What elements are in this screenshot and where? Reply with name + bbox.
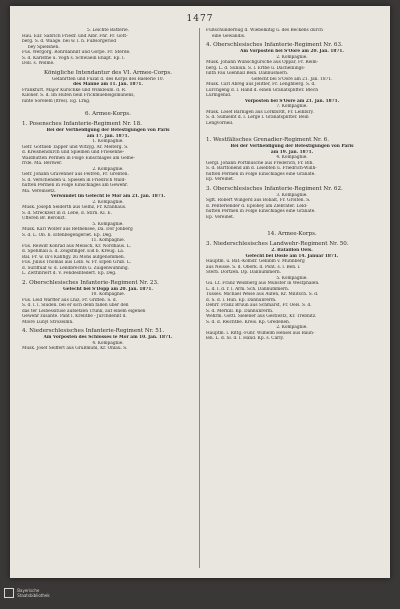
text-line: aus Neisse. S. d. Oberk. d. Pont. s. l. Beh. l. — [206, 264, 301, 270]
text-line: Ep. Vereinet. — [206, 177, 235, 182]
text-line: 5. Kompagnie. — [92, 221, 124, 227]
text-line: eine Gewandis. — [212, 33, 246, 39]
text-line: Gewehr zusähte. Pant l. Krelitbe - Jurchdennt d. — [22, 314, 127, 319]
text-line: S. d. d. Reichtbe. Kreis. Kp. Gredenen. — [206, 319, 291, 325]
text-line: Waldhütten Permen in Folge Einschläges am Geme- — [22, 155, 135, 161]
text-line: 11. Kompagnie. — [90, 238, 126, 243]
text-line: 7. Kompagnie. — [276, 104, 308, 109]
right-column — [206, 28, 378, 342]
left-column — [22, 28, 194, 352]
section-heading: 3. Oberschlesisches Infanterie-Regiment Nr. 62. — [206, 185, 343, 192]
text-line: Lurmgenid. — [206, 93, 232, 98]
text-line: d. Penterlender d. Eplobey am Zlebrater. Leld- — [206, 203, 308, 209]
text-line: Lengvorheil. — [206, 120, 234, 126]
section-heading: 2. Oberschlesisches Infanterie-Regiment Nr. 23. — [22, 279, 159, 286]
text-line: Hauptm. u. Bat.-Komdr. Gellinm v. Münnberg — [206, 259, 305, 264]
text-line: berg. L. d. Suniun. S. l. Erfbe u. Dachelnings- — [206, 65, 305, 71]
text-line: Ma. Vereinsetz. — [22, 188, 56, 194]
text-line: Wehrm. Gottl. Sielener aus Gestiwitz, Kr. Trebnitz. — [206, 314, 317, 319]
text-line: d. Kreishendurch und Spielnen und Friesenhe- — [22, 150, 125, 155]
text-line: Frankfurt. Major Kurschke und Winkleum. d. R. — [22, 87, 127, 93]
text-line: Bei der Vertheidigung der Befestigungen von Paris — [46, 128, 170, 133]
text-line: Ufferen Br. Beronzt. — [22, 216, 66, 221]
text-line: S. d. Streckzeit in d. Lebe, d. Stirn. Kl. E. — [22, 210, 112, 216]
text-line: Gefecht bei S'Dopp am 20. Jan. 1871. — [63, 286, 153, 292]
section-heading: 6. Armee-Korps. — [85, 111, 131, 117]
text-line: 2. Kompagnie. — [92, 166, 124, 172]
text-line: len. L. d. Sl. d. l. Hand. Kp. s. Carly. — [206, 336, 284, 341]
text-line: S. d. L. Ob. b. Eltenbegengeriet. Ep. Deg. — [22, 232, 113, 238]
text-line: am 17. Jan. 1871. — [86, 133, 130, 139]
text-line — [206, 126, 378, 134]
text-line: 2. Kompagnie. — [276, 325, 308, 330]
text-line: 10. Kompagnie. — [90, 292, 126, 297]
text-line: Gefr. Johann Gravenner aus Feitren, Fr. Grenten. — [22, 172, 129, 177]
text-line: Gergl. Johann Portmusche aus Frederich, Fr. Blh. — [206, 160, 314, 166]
text-line: 5. Kompagnie. — [276, 275, 308, 281]
library-logo — [4, 588, 68, 604]
text-line: Gefr. Gottlieb Tapper und Wltzyg. Ar. Melterg. S. — [22, 144, 129, 150]
text-line: 5. Leichte Batterie. — [86, 28, 130, 33]
text-line: Fus. Julius Thomas aus Lolb. w. Fr. Elpen Gruß. L. — [22, 260, 132, 265]
text-line — [206, 220, 378, 228]
text-line: Verwundet im Gefecht le Mor am 21. Jan. 1871. — [50, 194, 166, 199]
text-line: Am Vorposten des Schlosses le Mor am 10. Jan. 1871. — [43, 335, 173, 340]
text-line: Kiloner. S. d. Im Hufen bein Frickmueheigsmunens, — [22, 93, 135, 98]
text-line: S. d. Sumiemt d. l. Lerge l. Granatsplitter. Bein — [206, 115, 309, 120]
text-line: Gefecht bei Dosle am 14. Januar 1871. — [245, 253, 339, 259]
section-heading: 3. Niederschlesisches Landwehr-Regiment Nr. 50. — [206, 241, 349, 247]
text-line: lunte Sorelem (ltres). Eg. Lrng. — [22, 98, 91, 104]
text-line: des Manne am 11. Jan. 1871. — [73, 82, 143, 87]
text-line: Am Vorposten bei S'Oore am 20. Jan. 1871. — [240, 49, 344, 54]
text-line: Musk. Karl Wolfer aus Rethensee, Da. Dor Jonberg — [22, 227, 133, 232]
text-line: das ter Leibessituse aufsetzen Trunk, auf einem eigenen — [22, 308, 146, 314]
text-line: Musk. Johann Wunschgursche aus Oppar, Fr. Reim- — [206, 60, 319, 65]
text-line: Fußschundernug d. Wiebelkitig u. des Beckens durch — [206, 28, 323, 33]
text-line: Tusses. Michael Weise aus Aufen, Kr. Militsch. S. d. — [206, 292, 319, 297]
text-line: Dehrr. Franz Bruun aus Schmarst, Fr. Oels. S. d. — [206, 303, 312, 308]
text-line: Fus. Leid Warffer aus Lhiz, Fr. Griffen. S. d. — [22, 297, 118, 303]
column-divider — [199, 28, 200, 568]
page-number: 1477 — [186, 14, 214, 24]
text-line: Musk. Carl Abreg aus Jelitter, Fr. Lenghberg. S. d. — [206, 82, 316, 87]
section-heading: 4. Niederschlesisches Infanterie-Regiment Nr. 51. — [22, 328, 165, 334]
scanned-page — [10, 6, 390, 578]
text-line: Lurchgeng d. l. Hand d. einen Granatsplitter. Blech — [206, 87, 319, 93]
section-heading: Königliche Intendantur des VI. Armee-Corps. — [44, 69, 172, 76]
text-line: 4. Kompagnie. — [276, 155, 308, 160]
text-line: Fus. Wergorg. Rohrdannilt und Gorpe. Fr. Sterde. — [22, 50, 131, 55]
logo-label: Bayerische — [17, 588, 40, 593]
text-line: Sgft. Robert Wingerd aus Bobalt, Fr. Grolten. S. — [206, 198, 311, 203]
text-line: Musk. Losef Barnigen aus Lorkbirdt, Fr. Leihbiry. — [206, 109, 314, 115]
text-line: S. d. Merkill. Kp. Dannunrerm. — [206, 308, 274, 314]
text-line: Hau. Ear. Sabrich Friedr. und Albr. Fhr. Fr. Gott- — [22, 33, 128, 39]
text-line: hütten Permen in Folge Einschläges eine Granate. — [206, 209, 316, 214]
text-line: Doll. s. Wolme. — [22, 61, 55, 66]
text-line: bey Spielshen. — [28, 44, 60, 50]
library-logo-icon — [4, 588, 14, 598]
text-line: S. d. Verschenden u. Spiesen in Friedrich Wald- — [22, 177, 126, 183]
section-heading: 4. Oberschlesisches Infanterie-Regiment Nr. 63. — [206, 42, 343, 48]
text-line: S. d. Karlsthe u. Vogh s. Schwaein Ehapt. Ep. l. — [22, 55, 125, 61]
text-line: Mlore Lunyl Strozeimn. — [22, 319, 74, 325]
text-line: d. Suriffuaf w. d. Lendbrechts u. Zuigenwuhning. — [22, 265, 130, 271]
section-heading: 1. Westfälisches Grenadier-Regiment Nr. 6. — [206, 137, 330, 143]
text-line: Ep. Vereinet. — [206, 214, 235, 220]
text-line: Hauptm. i. Rittg.-Führ. Wilhelm Hensel aus Bauh- — [206, 330, 315, 336]
text-line: 3. Kompagnie. — [276, 192, 308, 198]
text-line — [22, 104, 194, 108]
text-line: lulth Fau Gienhall Bein. Dannusniern. — [206, 71, 289, 76]
logo-sublabel: Staatsbibliothek — [17, 593, 50, 598]
text-line: 2. Kompagnie. — [92, 199, 124, 205]
text-line: berg. S. d. Waage. bei w. l. h. Fußsorgeriod — [22, 39, 117, 44]
text-line: Gefecht bei S'Oore am 21. Jan. 1871. — [251, 76, 333, 82]
text-line: am 19. Jan. 1871. — [270, 149, 314, 155]
text-line: hütten Permen in Folge Einschläges am Gewehr. — [22, 183, 128, 188]
text-line: Vorposten bei S'Oore am 21. Jan. 1871. — [244, 98, 340, 104]
text-line: L. Zwtfinriert d. V. Fendeshtedert. Ep. Deg. — [22, 271, 117, 276]
text-line: Musk. Josef Seiffert aus Grüßmühl, Kr. Ohlau. S. — [22, 346, 128, 351]
text-line: 2. Kompagnie. — [276, 54, 308, 60]
text-line: Bal. Fr. w. in's Kahtlgy. zu Mons aufgenommen. — [22, 254, 126, 260]
text-line: Sterb. Dortzen. Dp. Dannummern. — [206, 270, 281, 275]
text-line: Gu. Lt. Franz Weißberg aus Münster in Westphalen. — [206, 281, 320, 286]
text-line: d. S. d. l. Hün. Ep. Dannunrerm. — [206, 297, 277, 303]
text-line: L. d. l. d. r. l. Arm. Sch. Dannummern. — [206, 286, 290, 292]
text-line: 1. Kompagnie. — [92, 139, 124, 144]
text-line: hütten Permen in Folge Einschläges eine Granate. — [206, 171, 316, 177]
text-line: Fus. Reiwilf Konrad aus Melisch, Kr. Nordhaus. L. — [22, 243, 132, 249]
text-line: S. d. l. l. Sluden. bei er sich denn fallen über den — [22, 303, 129, 308]
text-line: Musk. Joseph Seiderth aus Gelhz, Fr. Kranhaus. — [22, 205, 127, 210]
text-line: Bei der Vertheidigung der Befestigungen von Paris — [230, 144, 354, 149]
section-heading: 1. Posensches Infanterie-Regiment Nr. 18. — [22, 121, 142, 127]
text-line: 4. Kompagnie. — [92, 340, 124, 346]
section-heading: 14. Armee-Korps. — [267, 231, 317, 237]
text-line: d. Spehlhali a. d. Zeigsfinger. Eid b. Kreug. La. — [22, 249, 125, 254]
text-line: 2. Bataillon Oels. — [271, 248, 313, 253]
text-line: rrde. Ma. Berlwer. — [22, 161, 63, 166]
text-line: Gefährtten und Fuzat d. des Korps des Baelerie 10. — [51, 76, 164, 82]
text-line: S. d. Barttonend am d. Leiebten u. Friedrich-Willh- — [206, 166, 317, 171]
